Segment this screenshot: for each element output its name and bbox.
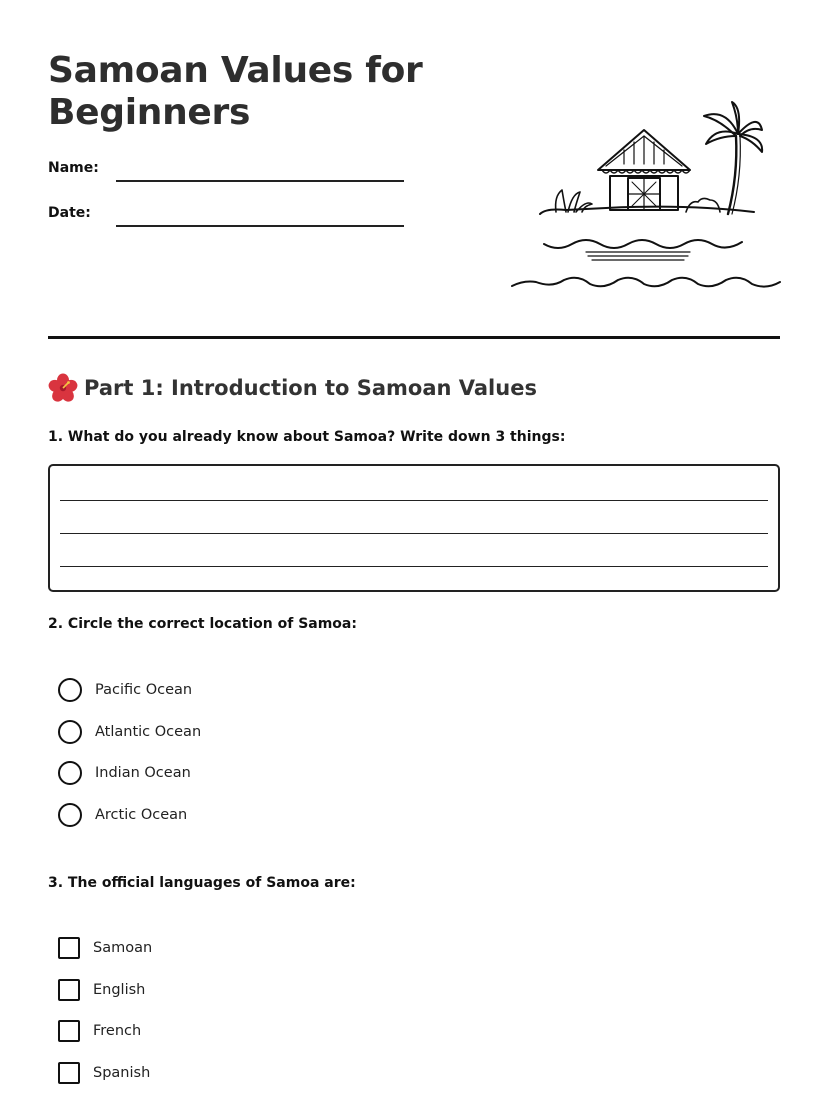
name-field[interactable]	[116, 180, 404, 182]
part1-title-text: Part 1: Introduction to Samoan Values	[84, 376, 537, 400]
hibiscus-icon	[48, 373, 78, 403]
option-label: French	[93, 1023, 142, 1039]
question-2: 2. Circle the correct location of Samoa:	[48, 616, 357, 632]
option-arctic-ocean[interactable]	[58, 803, 187, 827]
option-label: Samoan	[93, 940, 153, 956]
option-label: English	[93, 982, 146, 998]
date-field[interactable]	[116, 225, 404, 227]
radio-button[interactable]	[58, 678, 82, 702]
option-english[interactable]	[58, 978, 145, 1002]
date-label: Date:	[48, 205, 91, 221]
answer-line-1[interactable]	[60, 500, 768, 501]
island-hut-palm-icon	[506, 96, 786, 296]
option-label: Spanish	[93, 1065, 151, 1081]
worksheet-title: Samoan Values for Beginners	[48, 50, 423, 133]
name-label: Name:	[48, 160, 99, 176]
answer-line-2[interactable]	[60, 533, 768, 534]
option-atlantic-ocean[interactable]	[58, 720, 201, 744]
radio-button[interactable]	[58, 720, 82, 744]
option-indian-ocean[interactable]	[58, 761, 191, 785]
option-pacific-ocean[interactable]	[58, 678, 192, 702]
answer-line-3[interactable]	[60, 566, 768, 567]
option-french[interactable]	[58, 1019, 141, 1043]
checkbox[interactable]	[58, 1020, 80, 1042]
option-spanish[interactable]	[58, 1061, 150, 1085]
radio-button[interactable]	[58, 761, 82, 785]
option-label: Arctic Ocean	[95, 807, 188, 823]
option-label: Pacific Ocean	[95, 682, 193, 698]
question-1: 1. What do you already know about Samoa? Write down 3 things:	[48, 429, 566, 445]
question-3: 3. The official languages of Samoa are:	[48, 875, 356, 891]
checkbox[interactable]	[58, 937, 80, 959]
option-label: Atlantic Ocean	[95, 724, 202, 740]
option-label: Indian Ocean	[95, 765, 191, 781]
header-divider	[48, 336, 780, 339]
answer-box[interactable]	[48, 464, 780, 592]
checkbox[interactable]	[58, 1062, 80, 1084]
radio-button[interactable]	[58, 803, 82, 827]
checkbox[interactable]	[58, 979, 80, 1001]
part1-title	[48, 372, 537, 404]
option-samoan[interactable]	[58, 936, 152, 960]
